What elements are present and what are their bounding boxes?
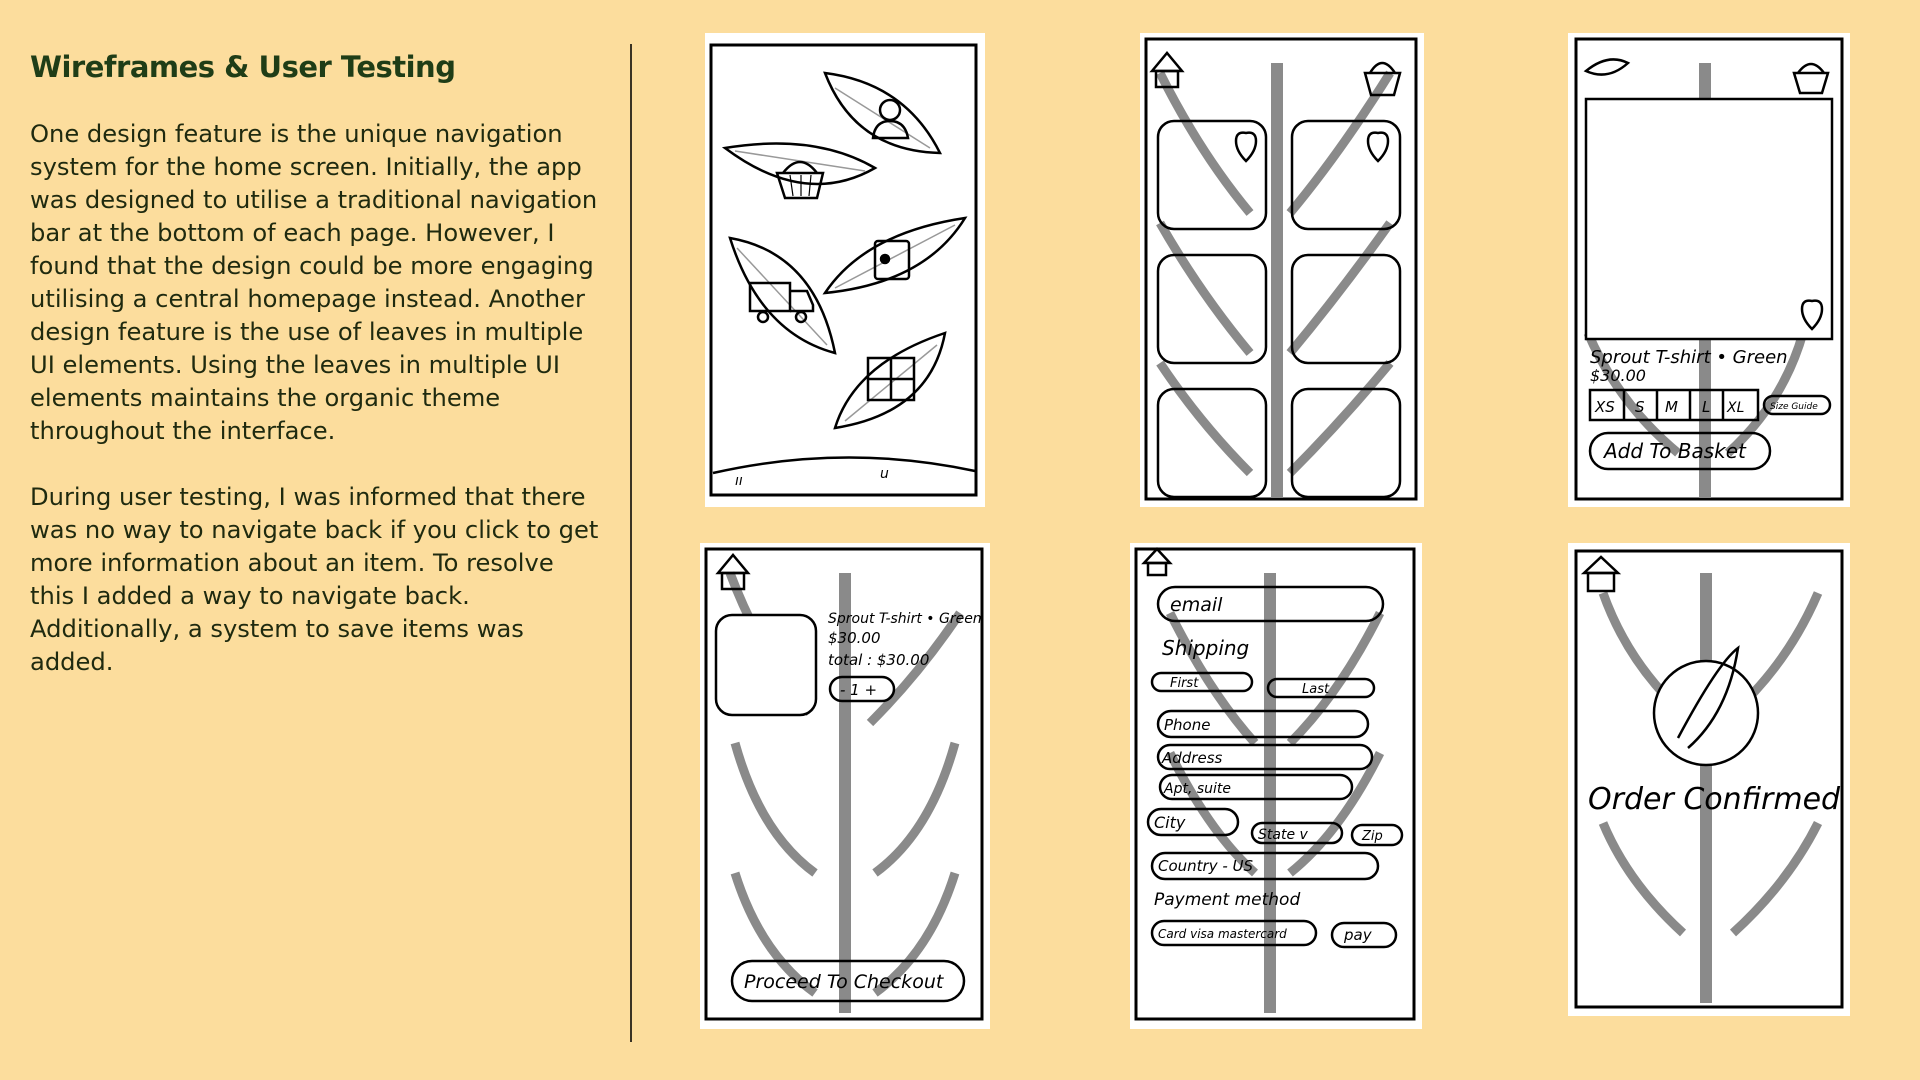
shipping-label: Shipping (1162, 636, 1250, 660)
svg-text:Apt, suite: Apt, suite (1164, 781, 1232, 797)
product-card[interactable] (1158, 389, 1266, 497)
size-selector[interactable] (1590, 390, 1758, 420)
basket-total: total : $30.00 (828, 651, 930, 669)
wireframe-product-grid (1140, 33, 1424, 507)
svg-text:Phone: Phone (1164, 716, 1211, 734)
svg-text:ıı: ıı (735, 473, 743, 489)
product-card[interactable] (1292, 389, 1400, 497)
wireframe-basket (700, 543, 990, 1029)
basket-product-name: Sprout T-shirt • Green (828, 611, 982, 627)
product-thumbnail (716, 615, 816, 715)
svg-text:Card visa mastercard: Card visa mastercard (1158, 927, 1287, 941)
svg-text:XS: XS (1595, 398, 1615, 416)
svg-text:pay: pay (1344, 926, 1372, 944)
svg-text:S: S (1635, 398, 1645, 416)
svg-text:State v: State v (1258, 827, 1308, 843)
quantity-label: - 1 + (840, 681, 878, 699)
wireframe-order-confirmed (1568, 543, 1850, 1016)
svg-text:L: L (1702, 398, 1711, 416)
text-column (30, 50, 600, 712)
basket-icon[interactable] (1794, 64, 1828, 93)
add-to-basket-label: Add To Basket (1604, 439, 1746, 463)
svg-text:Address: Address (1162, 749, 1223, 767)
home-icon[interactable] (1584, 557, 1618, 591)
vertical-divider (630, 44, 632, 1042)
product-card[interactable] (1292, 255, 1400, 363)
svg-text:u: u (880, 466, 889, 482)
heart-icon[interactable] (1236, 133, 1256, 161)
svg-text:M: M (1665, 398, 1678, 416)
order-confirmed-label: Order Confirmed (1588, 782, 1841, 817)
product-price: $30.00 (1590, 366, 1646, 385)
size-guide-label: Size Guide (1770, 402, 1818, 412)
svg-text:First: First (1170, 676, 1199, 691)
product-image (1586, 99, 1832, 339)
leaf-delivery-icon (730, 238, 835, 353)
svg-text:XL: XL (1727, 400, 1745, 416)
paragraph-navigation: One design feature is the unique navigation system for the home screen. Initially, the app was designed to utilise a traditional navigation bar at the bottom of each page. However, I found that the design could be more engaging utilising a central homepage instead. Another design feature is the use of leaves in multiple UI elements. Using the leaves in multiple UI elements maintains the organic theme throughout the interface. (30, 120, 598, 445)
page-title: Wireframes & User Testing (30, 50, 456, 84)
payment-method-label: Payment method (1154, 890, 1301, 910)
leaf-orders-icon (825, 218, 965, 293)
wireframe-home (705, 33, 985, 507)
paragraph-user-testing: During user testing, I was informed that there was no way to navigate back if you click to get more information about an item. To resolve this I added a way to navigate back. Additionally, a system to save items was added. (30, 483, 599, 676)
basket-product-price: $30.00 (828, 629, 881, 647)
checkmark-circle-icon (1654, 661, 1758, 765)
svg-text:Last: Last (1302, 682, 1330, 697)
svg-text:Zip: Zip (1362, 829, 1383, 844)
leaf-basket-icon (725, 144, 875, 199)
product-name: Sprout T-shirt • Green (1590, 347, 1788, 368)
checkout-label: Proceed To Checkout (744, 971, 944, 993)
svg-text:email: email (1170, 594, 1223, 616)
wireframe-checkout (1130, 543, 1422, 1029)
svg-text:City: City (1154, 813, 1186, 832)
svg-text:Country - US: Country - US (1158, 857, 1254, 875)
home-icon[interactable] (1144, 549, 1170, 575)
leaf-profile-icon (825, 73, 940, 153)
heart-icon[interactable] (1368, 133, 1388, 161)
wireframe-product-detail (1568, 33, 1850, 507)
leaf-gift-icon (835, 333, 945, 428)
leaf-back-icon[interactable] (1586, 59, 1628, 74)
